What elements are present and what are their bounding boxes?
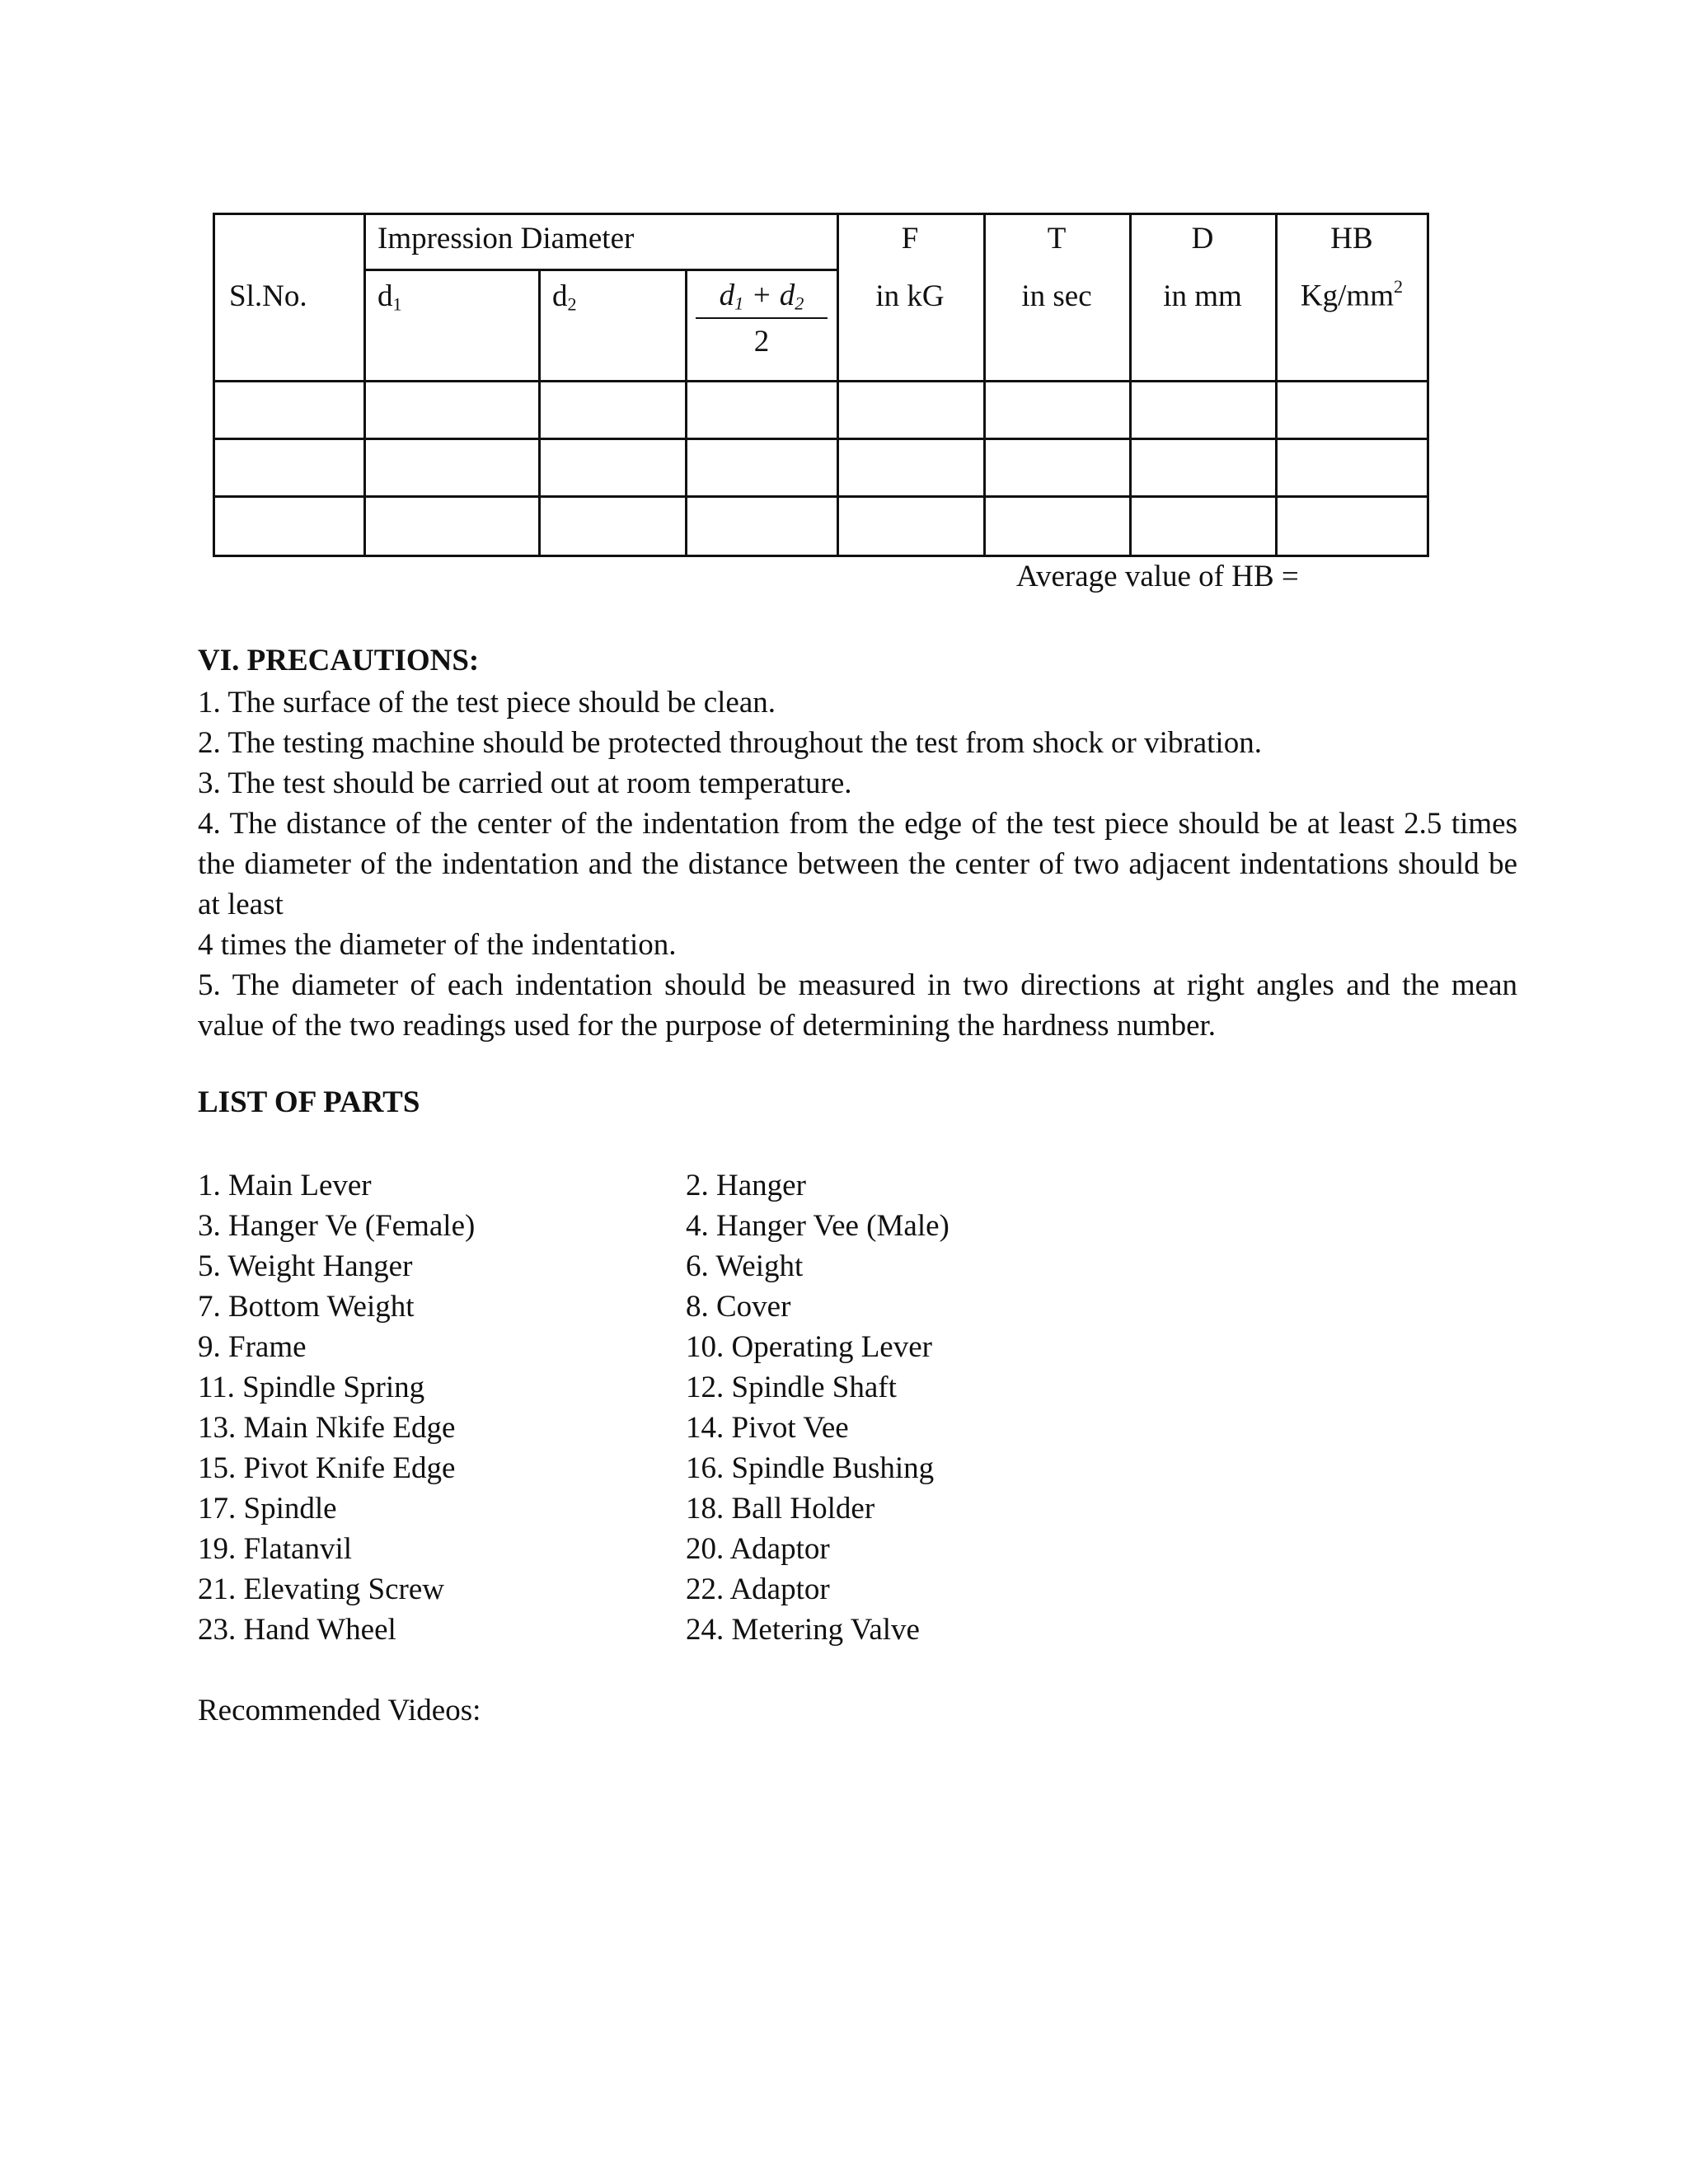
precaution-item: 4 times the diameter of the indentation. bbox=[198, 928, 677, 962]
parts-title: LIST OF PARTS bbox=[198, 1085, 420, 1119]
list-item: 5. Weight Hanger bbox=[198, 1249, 413, 1283]
list-item: 17. Spindle bbox=[198, 1492, 337, 1526]
d-header: D bbox=[1191, 222, 1214, 255]
list-item: 8. Cover bbox=[686, 1290, 791, 1324]
precautions-title: VI. PRECAUTIONS: bbox=[198, 644, 480, 677]
table-row-divider bbox=[215, 380, 1427, 382]
list-item: 2. Hanger bbox=[686, 1169, 806, 1202]
table-row-divider bbox=[215, 495, 1427, 498]
list-item: 15. Pivot Knife Edge bbox=[198, 1451, 456, 1485]
list-item: 7. Bottom Weight bbox=[198, 1290, 415, 1324]
observation-table bbox=[213, 213, 1429, 557]
table-col-divider bbox=[837, 215, 839, 555]
list-item: 10. Operating Lever bbox=[686, 1330, 932, 1364]
hb-header: HB bbox=[1330, 222, 1373, 255]
slno-header: Sl.No. bbox=[229, 279, 307, 313]
list-item: 13. Main Nkife Edge bbox=[198, 1411, 456, 1445]
table-col-divider bbox=[1275, 215, 1278, 555]
precaution-item: 2. The testing machine should be protected throughout the test from shock or vibration. bbox=[198, 726, 1262, 760]
precaution-item: 1. The surface of the test piece should be clean. bbox=[198, 686, 776, 719]
list-item: 23. Hand Wheel bbox=[198, 1613, 396, 1647]
average-hb-label: Average value of HB = bbox=[1016, 560, 1299, 593]
precaution-item: 5. The diameter of each indentation should be measured in two directions at right angles and the mean value of the two readings used for the purpose of determining the hardness number. bbox=[198, 968, 1517, 1043]
list-item: 18. Ball Holder bbox=[686, 1492, 875, 1526]
table-col-divider bbox=[1129, 215, 1132, 555]
d2-header: $d_2$ bbox=[552, 279, 577, 315]
d-unit: in mm bbox=[1163, 279, 1242, 313]
t-header: T bbox=[1047, 222, 1067, 255]
list-item: 3. Hanger Ve (Female) bbox=[198, 1209, 476, 1243]
fraction-denominator: 2 bbox=[753, 324, 770, 359]
recommended-videos-label: Recommended Videos: bbox=[198, 1694, 481, 1727]
f-header: F bbox=[901, 222, 919, 255]
list-item: 22. Adaptor bbox=[686, 1572, 830, 1606]
list-item: 16. Spindle Bushing bbox=[686, 1451, 935, 1485]
fraction-numerator: $d_1 + d_2$ bbox=[696, 279, 828, 319]
list-item: 14. Pivot Vee bbox=[686, 1411, 849, 1445]
list-item: 24. Metering Valve bbox=[686, 1613, 920, 1647]
list-item: 9. Frame bbox=[198, 1330, 307, 1364]
list-item: 1. Main Lever bbox=[198, 1169, 372, 1202]
table-col-divider bbox=[983, 215, 986, 555]
table-row-divider bbox=[215, 438, 1427, 440]
table-col-divider bbox=[538, 269, 541, 555]
t-unit: in sec bbox=[1021, 279, 1092, 313]
list-item: 4. Hanger Vee (Male) bbox=[686, 1209, 950, 1243]
table-col-divider bbox=[363, 215, 366, 555]
list-item: 19. Flatanvil bbox=[198, 1532, 353, 1566]
table-col-divider bbox=[685, 269, 687, 555]
list-item: 12. Spindle Shaft bbox=[686, 1371, 897, 1404]
parts-list-right bbox=[686, 1165, 950, 1650]
list-item: 11. Spindle Spring bbox=[198, 1371, 425, 1404]
list-item: 21. Elevating Screw bbox=[198, 1572, 444, 1606]
list-item: 6. Weight bbox=[686, 1249, 804, 1283]
precaution-item: 4. The distance of the center of the indentation from the edge of the test piece should be at least 2.5 times the diameter of the indentation and the distance between the center of two adjacent indentations should be at least bbox=[198, 807, 1517, 921]
hb-unit: $Kg/mm^2$ bbox=[1300, 276, 1404, 313]
precaution-item: 3. The test should be carried out at room temperature. bbox=[198, 766, 852, 800]
table-row-divider bbox=[363, 269, 839, 271]
list-item: 20. Adaptor bbox=[686, 1532, 830, 1566]
d1-header: $d_1$ bbox=[377, 279, 402, 315]
parts-list-left bbox=[198, 1165, 475, 1650]
f-unit: in kG bbox=[875, 279, 945, 313]
impression-diameter-header: Impression Diameter bbox=[377, 222, 635, 255]
mean-diameter-fraction bbox=[696, 279, 828, 359]
